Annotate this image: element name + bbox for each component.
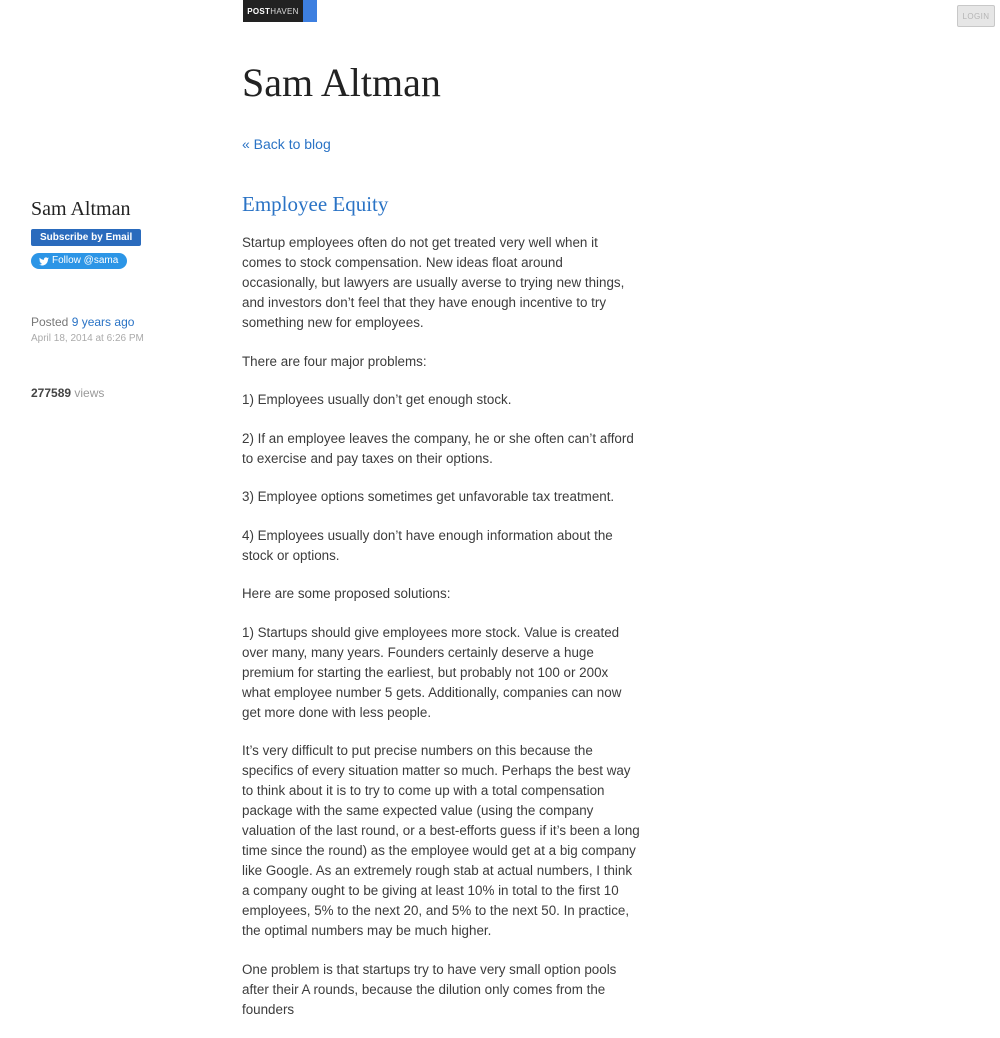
post-paragraph: Here are some proposed solutions:: [242, 586, 451, 601]
twitter-bird-icon: [39, 257, 49, 266]
posted-info: [31, 314, 134, 330]
subscribe-by-email-button[interactable]: Subscribe by Email: [31, 229, 141, 246]
site-title[interactable]: Sam Altman: [242, 60, 441, 105]
post-paragraph: 3) Employee options sometimes get unfavorable tax treatment.: [242, 489, 615, 504]
twitter-follow-button[interactable]: [31, 253, 127, 269]
sidebar: [31, 196, 201, 271]
posted-prefix: Posted: [31, 315, 69, 329]
posthaven-logo: [243, 0, 303, 22]
posted-date: April 18, 2014 at 6:26 PM: [31, 333, 144, 344]
sidebar-author-name[interactable]: Sam Altman: [31, 198, 131, 220]
post-paragraph: Startup employees often do not get treated very well when it comes to stock compensation. New ideas float around occasionally, but lawyers are usually averse to trying new things, and investors don’t feel that they have enough incentive to try something new for employees.: [242, 235, 625, 330]
view-count-number: 277589: [31, 386, 72, 400]
post-paragraph: 1) Employees usually don’t get enough stock.: [242, 392, 512, 407]
post-body: [242, 233, 640, 1038]
post-paragraph: 2) If an employee leaves the company, he or she often can’t afford to exercise and pay taxes on their options.: [242, 430, 634, 466]
post-paragraph: There are four major problems:: [242, 353, 427, 369]
twitter-follow-label: Follow @sama: [52, 255, 119, 266]
posthaven-logo-light: HAVEN: [270, 6, 299, 16]
post-paragraph: One problem is that startups try to have very small option pools after their A rounds, because the dilution only comes from the founders: [242, 961, 617, 1017]
post-title[interactable]: Employee Equity: [242, 192, 389, 216]
login-button[interactable]: LOGIN: [957, 5, 995, 27]
view-count-label: views: [74, 386, 105, 400]
post-paragraph: 4) Employees usually don’t have enough information about the stock or options.: [242, 527, 613, 563]
back-to-blog-link[interactable]: « Back to blog: [242, 136, 331, 152]
posthaven-logo-bold: POST: [247, 6, 271, 16]
view-count: [31, 385, 104, 401]
posted-ago-link[interactable]: 9 years ago: [71, 315, 135, 329]
post-paragraph: It’s very difficult to put precise numbers on this because the specifics of every situation matter so much. Perhaps the best way to think about it is to try to come up with a total compensation package with the same expected value (using the company valuation of the last round, or a best-efforts guess if it’s been a long time since the round) as the employee would get at a big company like Google. As an extremely rough stab at actual numbers, I think a company ought to be giving at least 10% in total to the first 10 employees, 5% to the next 20, and 5% to the next 50. In practice, the optimal numbers may be much higher.: [242, 743, 640, 938]
posthaven-badge-accent: [303, 0, 317, 22]
post-paragraph: 1) Startups should give employees more stock. Value is created over many, many years. Founders certainly deserve a huge premium for starting the earliest, but probably not 100 or 200x what employee number 5 gets. Additionally, companies can now get more done with less people.: [242, 624, 622, 720]
posthaven-badge[interactable]: [243, 0, 317, 22]
